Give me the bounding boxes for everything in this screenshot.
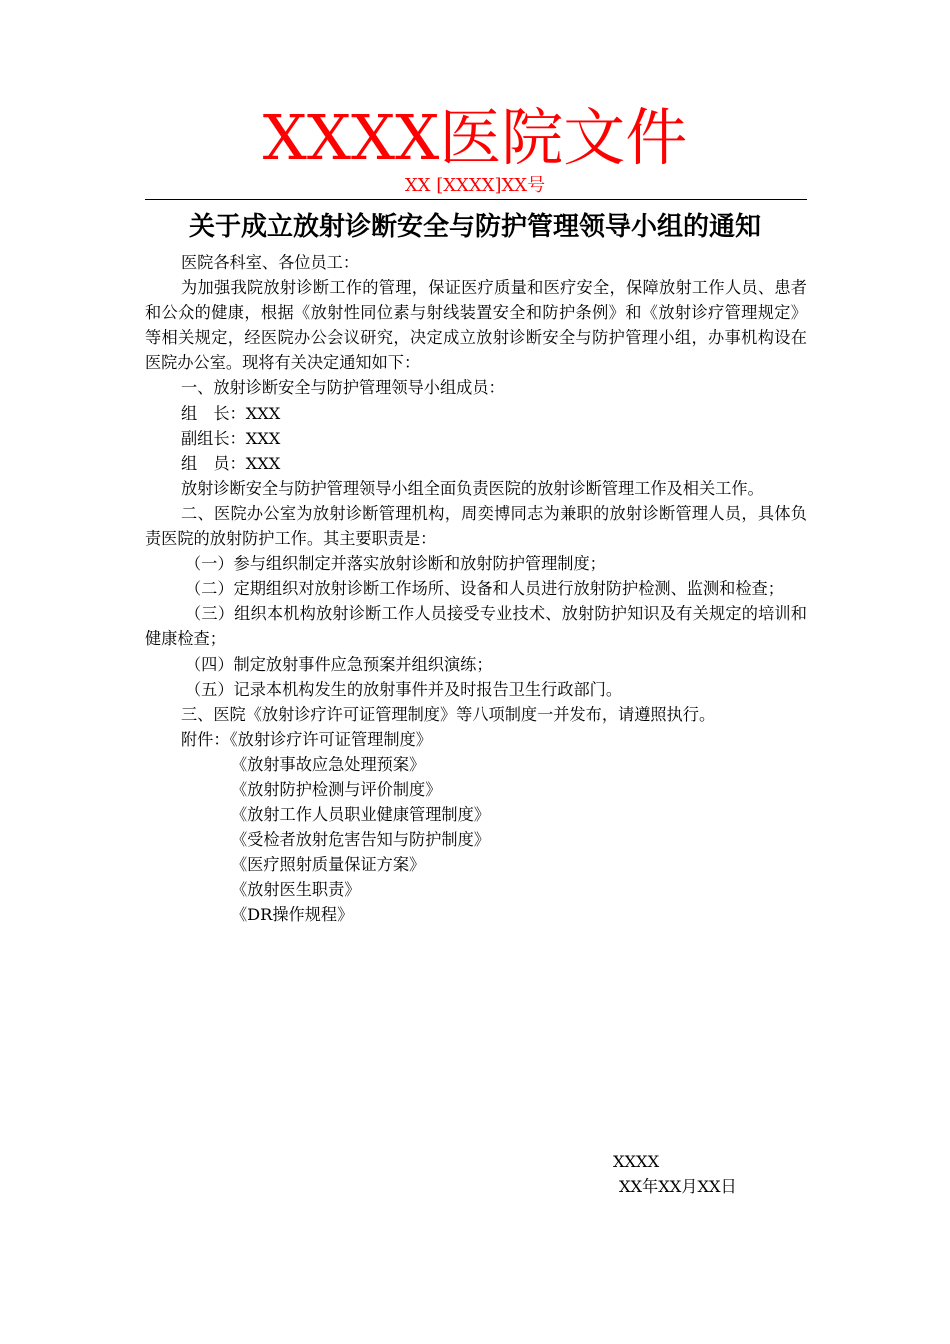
- notice-body: [145, 250, 807, 928]
- attachment-item: 《放射防护检测与评价制度》: [231, 779, 442, 799]
- group-leader: 组 长：XXX: [181, 403, 281, 423]
- attachment-item: 《受检者放射危害告知与防护制度》: [231, 830, 490, 850]
- duty-item-3: （三）组织本机构放射诊断工作人员接受专业技术、放射防护知识及有关规定的培训和健康检查；: [145, 604, 807, 649]
- duty-item-2: （二）定期组织对放射诊断工作场所、设备和人员进行放射防护检测、监测和检查；: [185, 579, 784, 599]
- intro-paragraph: 为加强我院放射诊断工作的管理，保证医疗质量和医疗安全，保障放射工作人员、患者和公众的健康，根据《放射性同位素与射线装置安全和防护条例》和《放射诊疗管理规定》等相关规定，经医院办公会议研究，决定成立放射诊断安全与防护管理小组，办事机构设在医院办公室。现将有关决定通知如下：: [145, 278, 807, 373]
- attachment-item: 《放射工作人员职业健康管理制度》: [231, 805, 490, 825]
- section-three-paragraph: 三、医院《放射诊疗许可证管理制度》等八项制度一并发布，请遵照执行。: [181, 704, 716, 724]
- notice-title: 关于成立放射诊断安全与防护管理领导小组的通知: [188, 212, 761, 242]
- section-two-paragraph: 二、医院办公室为放射诊断管理机构，周奕博同志为兼职的放射诊断管理人员，具体负责医院的放射防护工作。其主要职责是：: [145, 503, 807, 549]
- duty-item-5: （五）记录本机构发生的放射事件并及时报告卫生行政部门。: [185, 679, 623, 699]
- header-divider: [145, 199, 807, 200]
- section-one-heading: 一、放射诊断安全与防护管理领导小组成员：: [181, 378, 505, 398]
- attachment-item: 《医疗照射质量保证方案》: [231, 855, 426, 875]
- duty-item-1: （一）参与组织制定并落实放射诊断和放射防护管理制度；: [185, 554, 606, 574]
- group-member: 组 员：XXX: [181, 453, 281, 473]
- signature-org: XXXX: [613, 1152, 660, 1171]
- signature-date: XX年XX月XX日: [619, 1177, 737, 1196]
- document-number: XX [XXXX]XX号: [404, 175, 546, 196]
- duty-item-4: （四）制定放射事件应急预案并组织演练；: [185, 654, 493, 674]
- attachment-item: 《DR操作规程》: [231, 905, 354, 925]
- group-deputy: 副组长：XXX: [181, 428, 281, 448]
- document-header-title: XXXX医院文件: [262, 101, 688, 174]
- group-duty-paragraph: 放射诊断安全与防护管理领导小组全面负责医院的放射诊断管理工作及相关工作。: [181, 478, 764, 498]
- salutation: 医院各科室、各位员工：: [181, 253, 360, 272]
- attachments-label: 附件：《放射诊疗许可证管理制度》: [181, 729, 432, 749]
- attachment-item: 《放射事故应急处理预案》: [231, 754, 426, 774]
- attachment-item: 《放射医生职责》: [231, 880, 361, 900]
